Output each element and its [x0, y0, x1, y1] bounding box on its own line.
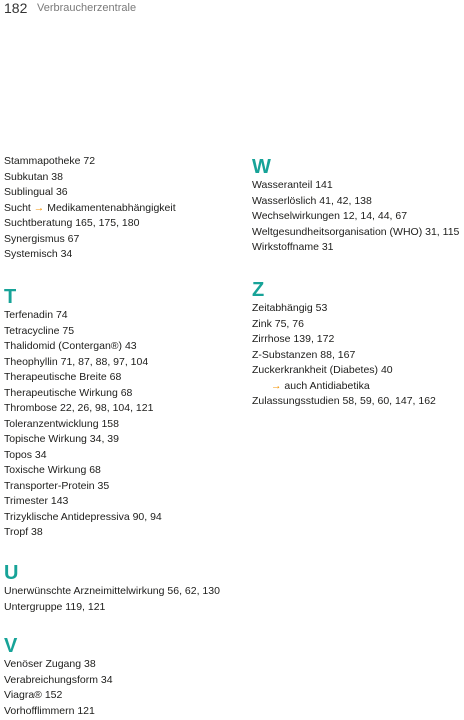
- index-entry: Wasserlöslich 41, 42, 138: [252, 194, 372, 207]
- section-letter: W: [252, 156, 271, 178]
- index-entry: Verabreichungsform 34: [4, 673, 113, 686]
- index-entry: Topos 34: [4, 448, 47, 461]
- index-entry: Transporter-Protein 35: [4, 479, 110, 492]
- index-cross-reference: [4, 201, 176, 217]
- index-entry: Thrombose 22, 26, 98, 104, 121: [4, 402, 154, 414]
- index-entry: Terfenadin 74: [4, 309, 68, 321]
- index-entry: Suchtberatung 165, 175, 180: [4, 217, 140, 229]
- index-entry: Weltgesundheitsorganisation (WHO) 31, 115: [252, 225, 460, 238]
- index-entry: Zirrhose 139, 172: [252, 333, 335, 345]
- index-term: Sucht: [4, 201, 31, 214]
- index-entry: Tropf 38: [4, 526, 43, 538]
- index-entry: Sublingual 36: [4, 186, 68, 198]
- index-entry: Wechselwirkungen 12, 14, 44, 67: [252, 210, 408, 222]
- index-section-u: [4, 563, 220, 615]
- cross-reference-target: auch Antidiabetika: [284, 379, 370, 392]
- index-entry: Therapeutische Breite 68: [4, 371, 122, 383]
- index-entry: Zeitabhängig 53: [252, 302, 328, 314]
- index-entry: Trizyklische Antidepressiva 90, 94: [4, 510, 162, 523]
- index-entry: Therapeutische Wirkung 68: [4, 386, 133, 399]
- index-entry: Systemisch 34: [4, 248, 73, 260]
- arrow-right-icon: →: [271, 379, 282, 392]
- index-section-s: [4, 154, 176, 263]
- index-entry: Untergruppe 119, 121: [4, 600, 106, 613]
- index-entry: Synergismus 67: [4, 232, 80, 245]
- index-entry: Topische Wirkung 34, 39: [4, 433, 119, 445]
- index-entry: Zulassungsstudien 58, 59, 60, 147, 162: [252, 395, 436, 407]
- index-section-v: [4, 636, 113, 719]
- index-entry: Z-Substanzen 88, 167: [252, 348, 356, 361]
- index-entry: Stammapotheke 72: [4, 155, 96, 167]
- index-section-z: [252, 280, 436, 410]
- index-entry: Venöser Zugang 38: [4, 658, 96, 670]
- index-entry: Tetracycline 75: [4, 324, 75, 337]
- index-entry: Unerwünschte Arzneimittelwirkung 56, 62, 130: [4, 585, 220, 597]
- section-letter: V: [4, 635, 18, 657]
- index-entry: Theophyllin 71, 87, 88, 97, 104: [4, 355, 149, 368]
- index-section-t: [4, 287, 162, 541]
- section-letter: Z: [252, 279, 265, 301]
- index-entry: Trimester 143: [4, 495, 69, 507]
- index-entry: Viagra® 152: [4, 689, 63, 701]
- index-entry: Thalidomid (Contergan®) 43: [4, 340, 137, 352]
- index-entry: Wasseranteil 141: [252, 179, 333, 191]
- index-entry: Toleranzentwicklung 158: [4, 417, 119, 430]
- running-title: Verbraucherzentrale: [37, 2, 137, 14]
- index-entry: Subkutan 38: [4, 170, 63, 183]
- page-number: 182: [4, 0, 28, 16]
- index-entry: Wirkstoffname 31: [252, 241, 334, 253]
- section-letter: U: [4, 562, 19, 584]
- index-see-also: [252, 379, 436, 395]
- arrow-right-icon: →: [33, 201, 45, 214]
- index-entry: Toxische Wirkung 68: [4, 464, 101, 476]
- index-entry: Zuckerkrankheit (Diabetes) 40: [252, 364, 393, 376]
- index-entry: Vorhofflimmern 121: [4, 704, 95, 717]
- index-section-w: [252, 157, 459, 256]
- section-letter: T: [4, 286, 17, 308]
- index-entry: Zink 75, 76: [252, 317, 304, 330]
- cross-reference-target: Medikamentenabhängigkeit: [47, 201, 176, 214]
